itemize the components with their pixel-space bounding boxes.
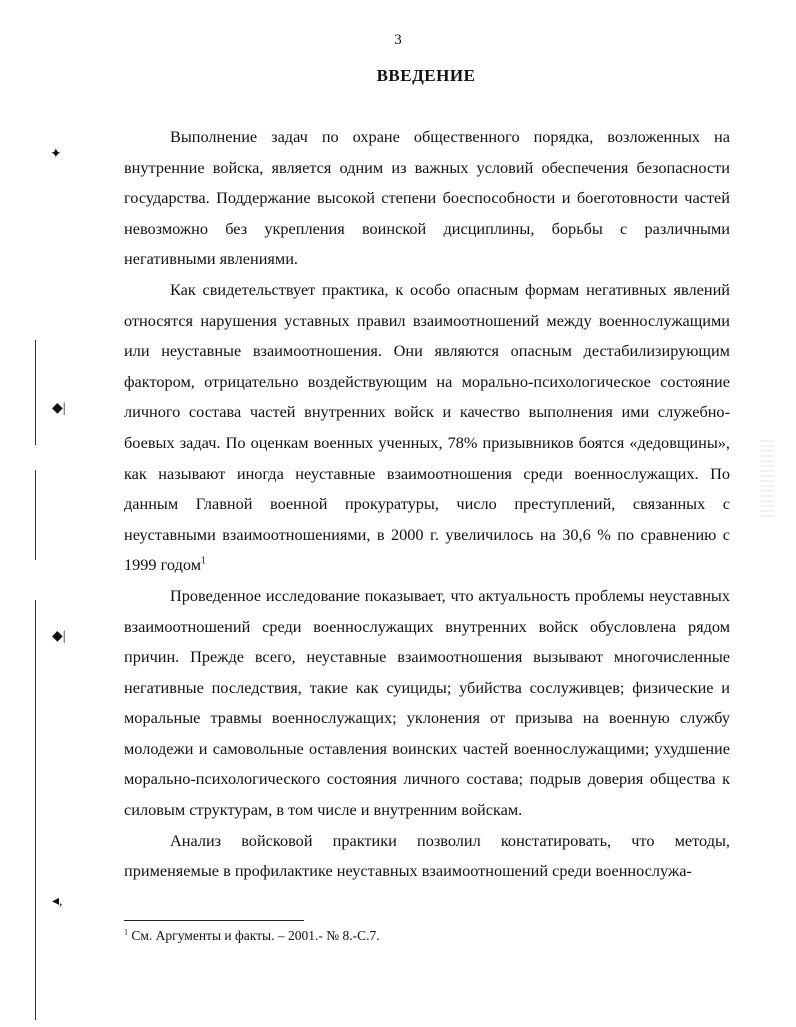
scan-margin-line [35,470,36,560]
paragraph [124,275,730,581]
page-number: 3 [394,32,402,48]
paragraph: Анализ войсковой практики позволил констатировать, что методы, применяемые в профилактике неуставных взаимоотношений среди военнослужа- [124,830,730,881]
binding-hole-mark-icon: ◆| [52,401,66,416]
footnote [124,928,380,944]
footnote-reference: 1 [201,555,206,567]
footnote-text: См. Аргументы и факты. – 2001.- № 8.-С.7. [128,928,380,943]
scan-margin-line [35,340,36,445]
scan-noise [760,440,774,520]
footnote-divider [124,920,304,921]
paragraph: Выполнение задач по охране общественного порядка, возложенных на внутренние войска, является одним из важных условий обеспечения безопасности государства. Поддержание высокой степени боеспособности и боеготовности частей невозможно без укрепления воинской дисциплины, борьбы с различными негативными явлениями. [124,127,730,269]
binding-hole-mark-icon: ◂, [52,894,63,909]
paragraph-text: Как свидетельствует практика, к особо опасным формам негативных явлений относятся нарушения уставных правил взаимоотношений между военнослужащими или неуставные взаимоотношения. Они являются опасным дестабилизирующим фактором, отрицательно воздействующим на морально-психологическое состояние личного состава частей внутренних войск и качество выполнения ими служебно-боевых задач. По оценкам военных ученных, 78% призывников боятся «дедовщины», как называют иногда неуставные взаимоотношения среди военнослужащих. По данным Главной военной прокуратуры, число преступлений, связанных с неуставными взаимоотношениями, в 2000 г. увеличилось на 30,6 % по сравнению с 1999 годом [124,279,730,575]
page-title: ВВЕДЕНИЕ [376,66,476,85]
binding-hole-mark-icon: ✦ [50,147,62,162]
footnote-marker: 1 [124,927,128,937]
scan-margin-line [35,600,36,1020]
binding-hole-mark-icon: ◆| [52,629,66,644]
body-text [124,122,730,887]
paragraph: Проведенное исследование показывает, что актуальность проблемы неуставных взаимоотношений среди военнослужащих внутренних войск обусловлена рядом причин. Прежде всего, неуставные взаимоотношения вызывают многочисленные негативные последствия, такие как суициды; убийства сослуживцев; физические и моральные травмы военнослужащих; уклонения от призыва на военную службу молодежи и самовольные оставления воинских частей военнослужащими; ухудшение морально-психологического состояния личного состава; подрыв доверия общества к силовым структурам, в том числе и внутренним войскам. [124,585,730,820]
